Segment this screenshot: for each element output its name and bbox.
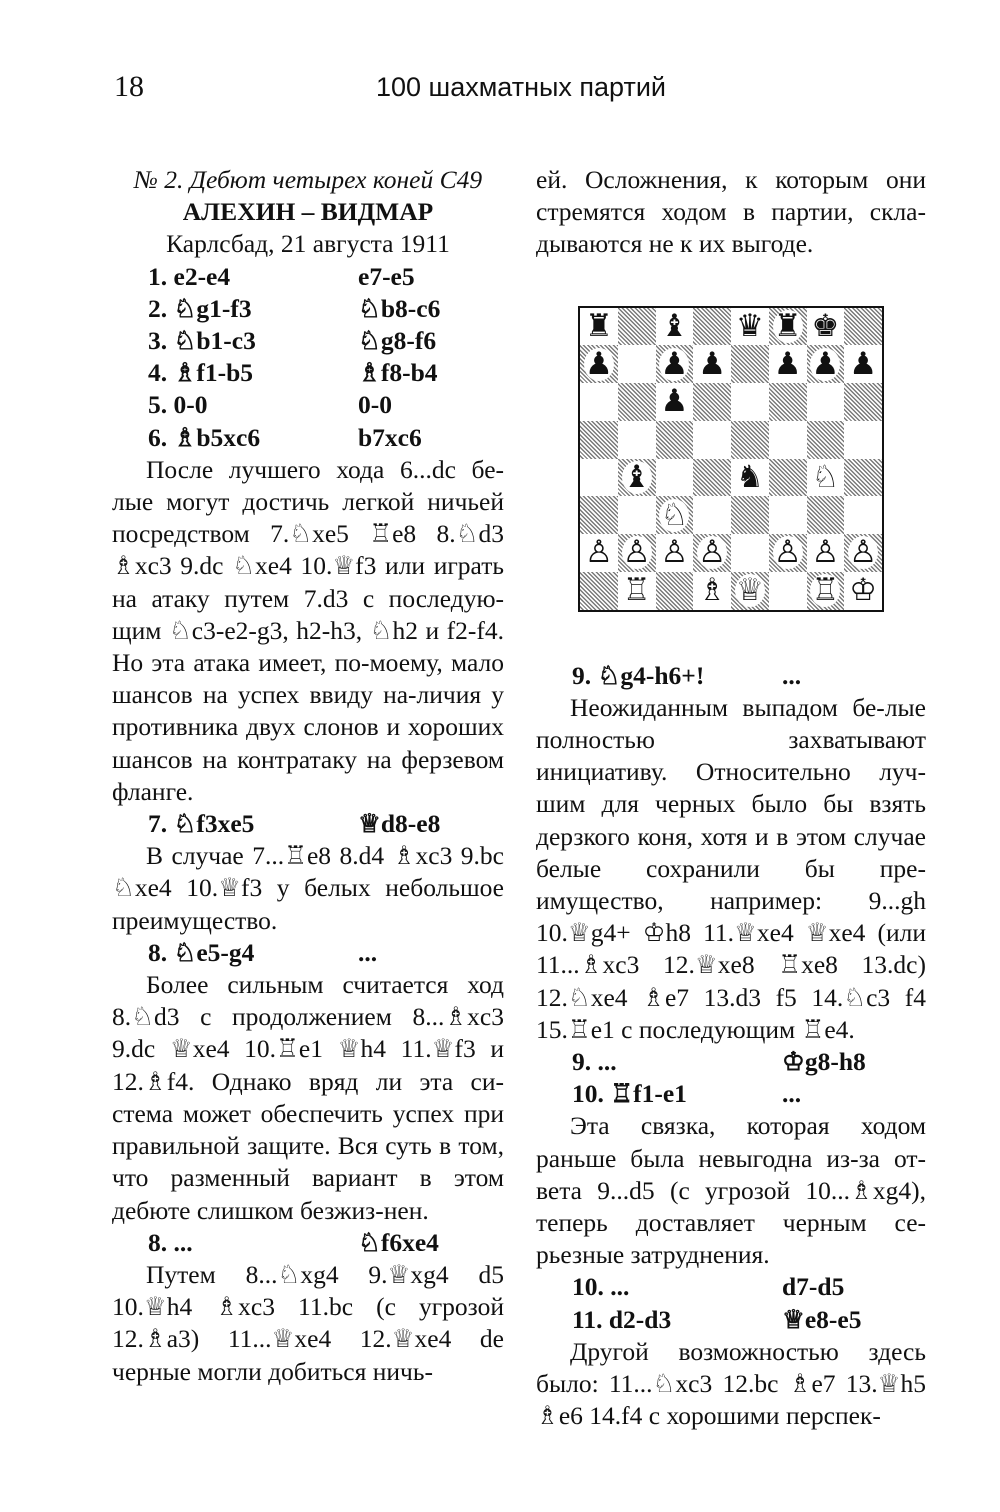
text-line: мало шансов на успех ввиду на-: [112, 648, 504, 710]
chess-piece-icon: ♙: [698, 534, 727, 571]
chess-piece-icon: ♖: [622, 572, 651, 609]
white-move: 4. ♗f1-b5: [148, 358, 254, 388]
text-line: ♗e6 14.f4 с хорошими перспек-: [536, 1401, 881, 1431]
black-move: d7-d5: [782, 1272, 845, 1302]
square-h4: [844, 459, 882, 497]
text-line: дываются не к их выгоде.: [536, 229, 814, 259]
text-line: После лучшего хода 6...dc бе-: [146, 454, 504, 484]
paragraph: [112, 840, 504, 937]
square-f6: [769, 383, 807, 421]
white-move: 1. e2-e4: [148, 261, 231, 291]
square-c7: [656, 345, 694, 383]
paragraph: [112, 969, 504, 1227]
text-line: инициативу. Относительно луч-: [536, 757, 926, 787]
move-row: [536, 1078, 926, 1110]
text-line: имущество, например: 9...gh: [536, 886, 926, 916]
chess-piece-icon: ♟: [849, 345, 878, 382]
move-row: [536, 1271, 926, 1303]
square-g3: [807, 496, 845, 534]
white-move: 6. ♗b5xc6: [148, 422, 261, 452]
square-c8: [656, 308, 694, 346]
square-b2: [618, 534, 656, 572]
black-move: e7-e5: [358, 261, 415, 291]
black-move: ...: [782, 1079, 802, 1109]
text-line: при правильной защите. Вся суть: [112, 1098, 504, 1161]
text-line: лые могут достичь легкой ничьей: [112, 487, 504, 517]
moves-block-9: [536, 1046, 926, 1110]
square-e6: [731, 383, 769, 421]
square-b4: [618, 459, 656, 497]
square-d4: [693, 459, 731, 497]
square-b8: [618, 308, 656, 346]
white-move: 3. ♘b1-c3: [148, 326, 256, 356]
text-line: преимущество.: [112, 905, 278, 935]
chess-piece-icon: ♟: [698, 345, 727, 382]
commentary-7: [536, 1336, 926, 1433]
chess-piece-icon: ♖: [811, 572, 840, 609]
text-line: Более сильным считается ход: [146, 970, 504, 1000]
left-column: [112, 164, 504, 1388]
chess-piece-icon: ♗: [698, 572, 727, 609]
text-line: f4. Но эта атака имеет, по-моему,: [112, 615, 504, 678]
square-f1: [769, 572, 807, 610]
chess-piece-icon: ♕: [735, 572, 764, 609]
moves-block-1: [112, 261, 504, 454]
square-c4: [656, 459, 694, 497]
chess-piece-icon: ♟: [773, 345, 802, 382]
chess-piece-icon: ♝: [660, 307, 689, 344]
white-move: 7. ♘f3xe5: [148, 809, 255, 839]
text-line: ♗xc3 9.dc ♘xe4 10.♕f3 или играть: [112, 551, 504, 581]
text-line: 10.♕g4+ ♔h8 11.♕xe4 ♕xe4 (или: [536, 918, 926, 948]
chess-piece-icon: ♙: [660, 534, 689, 571]
square-b1: [618, 572, 656, 610]
square-g1: [807, 572, 845, 610]
square-g5: [807, 421, 845, 459]
text-line: лые полностью захватывают: [536, 692, 926, 755]
paragraph: [112, 1259, 504, 1388]
text-line: Другой возможностью здесь: [570, 1336, 926, 1366]
square-a6: [580, 383, 618, 421]
chess-piece-icon: ♟: [584, 345, 613, 382]
chess-piece-icon: ♜: [773, 307, 802, 344]
square-f7: [769, 345, 807, 383]
square-d3: [693, 496, 731, 534]
page-number: 18: [114, 70, 144, 103]
chess-piece-icon: ♜: [584, 307, 613, 344]
commentary-5: [536, 692, 926, 1046]
square-e2: [731, 534, 769, 572]
chess-piece-icon: ♟: [660, 383, 689, 420]
square-c2: [656, 534, 694, 572]
square-a8: [580, 308, 618, 346]
move-row: [112, 937, 504, 969]
chess-piece-icon: ♙: [584, 534, 613, 571]
move-row: [112, 325, 504, 357]
paragraph: [536, 692, 926, 1046]
commentary-4: [112, 1259, 504, 1388]
text-line: Путем 8...♘xg4 9.♕xg4 d5: [146, 1259, 504, 1289]
chess-piece-icon: ♙: [811, 534, 840, 571]
square-d2: [693, 534, 731, 572]
text-line: случае белые сохранили бы пре-: [536, 821, 926, 883]
text-line: ей. Осложнения, к которым они: [536, 165, 926, 194]
square-g2: [807, 534, 845, 572]
text-line: было: 11...♘xc3 12.bc ♗e7 13.♕h5: [536, 1369, 926, 1399]
text-line: щим ♘c3-e2-g3, h2-h3, ♘h2 и f2-: [112, 615, 477, 645]
text-line: В случае 7...♖e8 8.d4 ♗xc3 9.bc: [146, 841, 504, 871]
square-e4: [731, 459, 769, 497]
text-line: Эта связка, которая ходом: [570, 1111, 926, 1141]
square-a7: [580, 345, 618, 383]
text-line: вета 9...d5 (с угрозой 10...♗xg4),: [536, 1175, 926, 1205]
square-b7: [618, 345, 656, 383]
text-line: шим для черных было бы взять: [536, 789, 926, 819]
black-move: 0-0: [358, 390, 392, 420]
chess-piece-icon: ♘: [811, 458, 840, 495]
black-move: ♔g8-h8: [782, 1047, 866, 1077]
white-move: 2. ♘g1-f3: [148, 293, 252, 323]
chess-piece-icon: ♙: [849, 534, 878, 571]
square-c5: [656, 421, 694, 459]
square-h7: [844, 345, 882, 383]
black-move: ...: [358, 937, 378, 967]
text-line: дерзкого коня, хотя и в этом: [536, 821, 854, 851]
game-header: [112, 164, 504, 261]
text-line: 10.♕h4 ♗xc3 11.bc (с угрозой: [112, 1292, 504, 1322]
white-move: 9. ...: [572, 1047, 617, 1077]
square-h8: [844, 308, 882, 346]
square-e7: [731, 345, 769, 383]
text-line: Неожиданным выпадом бе-: [570, 692, 885, 722]
white-move: 10. ...: [572, 1272, 630, 1302]
text-line: 12.♗f4. Однако вряд ли эта си-: [112, 1066, 504, 1096]
place-date: Карлсбад, 21 августа 1911: [166, 229, 450, 259]
text-line: в том, что разменный вариант в: [112, 1131, 505, 1193]
chess-piece-icon: ♙: [773, 534, 802, 571]
black-move: b7xc6: [358, 422, 422, 452]
commentary-6: [536, 1110, 926, 1271]
text-line: нен.: [383, 1195, 429, 1225]
text-line: этом дебюте слишком безжиз-: [112, 1163, 504, 1225]
square-c1: [656, 572, 694, 610]
square-e8: [731, 308, 769, 346]
square-d1: [693, 572, 731, 610]
text-line: 12.♘xe4 ♗e7 13.d3 f5 14.♘c3 f4: [536, 982, 926, 1012]
white-move: 11. d2-d3: [572, 1304, 672, 1334]
black-move: ♘f6xe4: [358, 1227, 439, 1257]
chess-piece-icon: ♚: [811, 307, 840, 344]
square-d5: [693, 421, 731, 459]
text-line: 15.♖e1 с последующим ♖e4.: [536, 1014, 855, 1044]
square-f5: [769, 421, 807, 459]
text-line: 11...♗xc3 12.♕xe8 ♖xe8 13.dc): [536, 950, 926, 980]
moves-block-10: [536, 1271, 926, 1335]
square-c6: [656, 383, 694, 421]
square-g8: [807, 308, 845, 346]
move-row: [112, 422, 504, 454]
white-move: 8. ...: [148, 1227, 193, 1257]
black-move: ♘g8-f6: [358, 326, 437, 356]
square-f3: [769, 496, 807, 534]
text-line: черные могли добиться ничь-: [112, 1356, 433, 1386]
square-a3: [580, 496, 618, 534]
text-line: и хороших шансов на контратаку: [112, 712, 504, 774]
text-line: теперь доставляет черным се-: [536, 1208, 926, 1238]
chess-piece-icon: ♞: [735, 458, 764, 495]
square-c3: [656, 496, 694, 534]
text-line: раньше была невыгодна из-за от-: [536, 1143, 926, 1173]
text-line: рьезные затруднения.: [536, 1240, 770, 1270]
move-row: [112, 261, 504, 293]
move-row: [112, 808, 504, 840]
move-row: [112, 389, 504, 421]
square-h6: [844, 383, 882, 421]
chess-piece-icon: ♙: [622, 534, 651, 571]
move-row: [536, 660, 926, 692]
square-h5: [844, 421, 882, 459]
white-move: 8. ♘e5-g4: [148, 937, 255, 967]
commentary-3: [112, 969, 504, 1227]
text-line: стремятся ходом в партии, скла-: [536, 197, 926, 227]
square-b5: [618, 421, 656, 459]
move-row: [112, 1227, 504, 1259]
square-f4: [769, 459, 807, 497]
square-d8: [693, 308, 731, 346]
running-title: 100 шахматных партий: [376, 72, 666, 102]
chess-piece-icon: ♝: [622, 458, 651, 495]
chess-piece-icon: ♛: [735, 307, 764, 344]
text-line: стема может обеспечить успех: [112, 1098, 464, 1128]
square-a1: [580, 572, 618, 610]
square-f8: [769, 308, 807, 346]
chess-piece-icon: ♘: [660, 496, 689, 533]
paragraph: [536, 164, 926, 261]
chess-piece-icon: ♟: [660, 345, 689, 382]
square-f2: [769, 534, 807, 572]
game-title: № 2. Дебют четырех коней С49: [133, 165, 483, 194]
square-g7: [807, 345, 845, 383]
square-e3: [731, 496, 769, 534]
commentary-1: [112, 454, 504, 808]
square-g6: [807, 383, 845, 421]
text-line: 12.♗a3) 11...♕xe4 12.♕xe4 de: [112, 1324, 504, 1354]
white-move: 10. ♖f1-e1: [572, 1079, 687, 1109]
black-move: ♕e8-e5: [782, 1304, 862, 1334]
square-a4: [580, 459, 618, 497]
square-d7: [693, 345, 731, 383]
chess-piece-icon: ♔: [849, 572, 878, 609]
text-line: 8.♘d3 с продолжением 8...♗xc3: [112, 1002, 504, 1032]
paragraph: [536, 1336, 926, 1433]
square-e1: [731, 572, 769, 610]
paragraph: [112, 454, 504, 808]
commentary-continued: [536, 164, 926, 261]
right-column: [536, 164, 926, 1432]
square-g4: [807, 459, 845, 497]
square-h1: [844, 572, 882, 610]
spacer: [536, 612, 926, 660]
square-b6: [618, 383, 656, 421]
text-line: посредством 7.♘xe5 ♖e8 8.♘d3: [112, 519, 504, 549]
move-row: [112, 357, 504, 389]
text-line: 9.dc ♕xe4 10.♖e1 ♕h4 11.♕f3 и: [112, 1034, 504, 1064]
paragraph: [536, 1110, 926, 1271]
black-move: ♕d8-e8: [358, 809, 441, 839]
square-a5: [580, 421, 618, 459]
text-line: на ферзевом фланге.: [112, 744, 504, 806]
chess-board: [578, 306, 884, 612]
white-move: 5. 0-0: [148, 390, 208, 420]
text-line: ♘xe4 10.♕f3 у белых небольшое: [112, 873, 504, 903]
square-h2: [844, 534, 882, 572]
text-line: личия у противника двух слонов: [112, 680, 504, 742]
square-h3: [844, 496, 882, 534]
commentary-2: [112, 840, 504, 937]
move-row: [112, 293, 504, 325]
spacer: [536, 261, 926, 306]
text-line: на атаку путем 7.d3 с последую-: [112, 583, 504, 613]
black-move: ♘b8-c6: [358, 293, 441, 323]
black-move: ...: [782, 660, 802, 690]
players: АЛЕХИН – ВИДМАР: [182, 197, 434, 227]
square-a2: [580, 534, 618, 572]
move-row: [536, 1046, 926, 1078]
chess-piece-icon: ♟: [811, 345, 840, 382]
white-move: 9. ♘g4-h6+!: [572, 660, 705, 690]
move-row: [536, 1304, 926, 1336]
square-b3: [618, 496, 656, 534]
black-move: ♗f8-b4: [358, 358, 438, 388]
square-e5: [731, 421, 769, 459]
square-d6: [693, 383, 731, 421]
